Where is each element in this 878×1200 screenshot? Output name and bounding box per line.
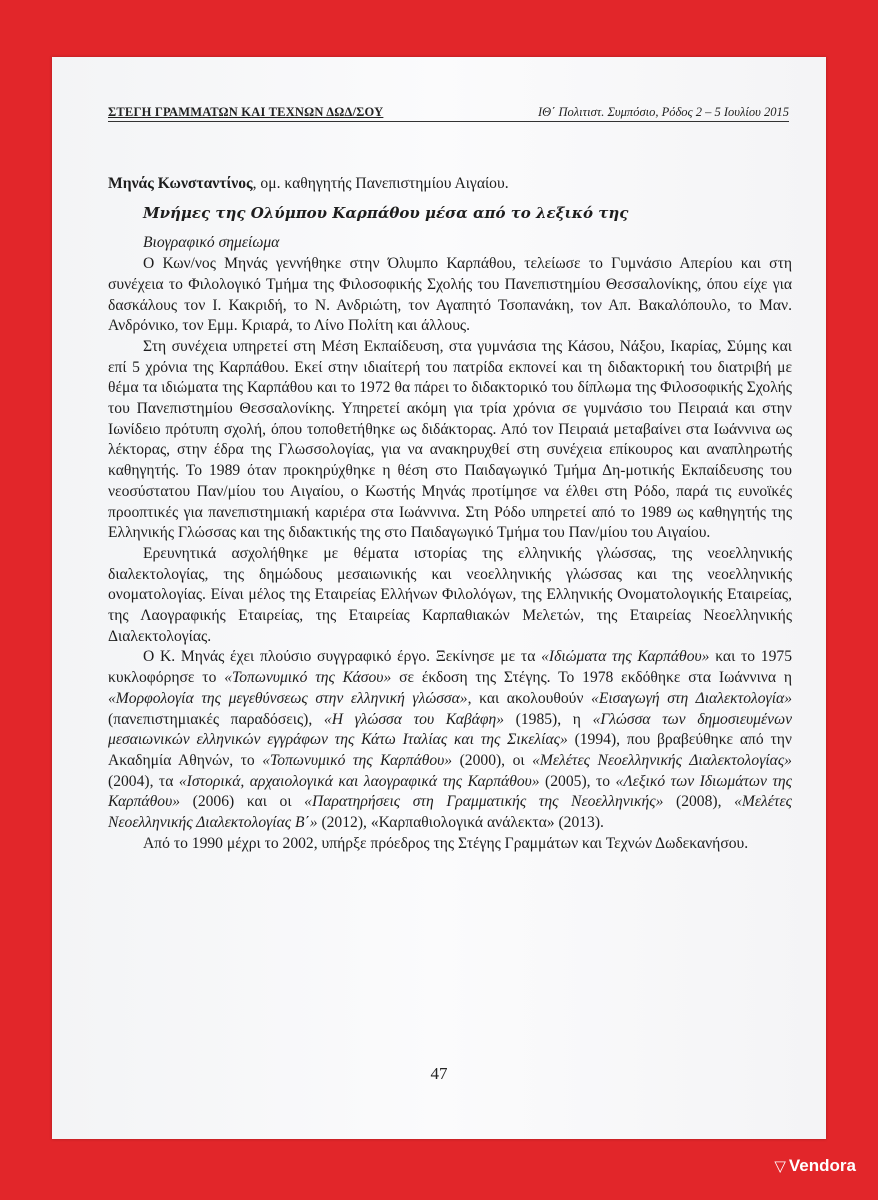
author-name: Μηνάς Κωνσταντίνος [108, 175, 253, 192]
works-text: (2004), τα [108, 772, 179, 790]
works-text: (2008), [663, 793, 735, 811]
works-text: (1985), η [504, 710, 593, 728]
work-title: «Μελέτες Νεοελληνικής Διαλεκτολογίας Β΄» [108, 793, 792, 832]
works-text: , και ακολουθούν [467, 689, 592, 707]
header-publisher: ΣΤΕΓΗ ΓΡΑΜΜΑΤΩΝ ΚΑΙ ΤΕΧΝΩΝ ΔΩΔ/ΣΟΥ [108, 105, 384, 119]
work-title: «Ιστορικά, αρχαιολογικά και λαογραφικά της Καρπάθου» [178, 772, 540, 790]
works-text: (2012), «Καρπαθιολογικά ανάλεκτα» (2013). [317, 814, 604, 832]
paragraph-education: Ο Κων/νος Μηνάς γεννήθηκε στην Όλυμπο Καρπάθου, τελείωσε το Γυμνάσιο Απερίου και στη συνέχεια το Φιλολογικό Τμήμα της Φιλοσοφικής Σχολής του Πανεπιστημίου Θεσσαλονίκης, όπου είχε για δασκάλους τον Ι. Κακριδή, το Ν. Ανδριώτη, τον Αγαπητό Τσοπανάκη, τον Απ. Βακαλόπουλο, το Μαν. Ανδρόνικο, τον Εμμ. Κριαρά, το Λίνο Πολίτη και άλλους. [108, 255, 792, 335]
work-title: «Ιδιώματα της Καρπάθου» [541, 648, 710, 666]
article-body [108, 174, 792, 855]
works-text: και το 1975 κυκλοφόρησε το [108, 648, 792, 687]
paragraph-research: Ερευνητικά ασχολήθηκε με θέματα ιστορίας της ελληνικής γλώσσας, της νεοελληνικής διαλεκτολογίας, της δημώδους μεσαιωνικής και νεοελληνικής γλώσσας και της νεοελληνικής ονοματολογίας. Είναι μέλος της Εταιρείας Ελλήνων Φιλολόγων, της Ελληνικής Ονοματολογικής Εταιρείας, της Λαογραφικής Εταιρείας, της Εταιρείας Καρπαθιακών Μελετών, της Εταιρείας Νεοελληνικής Διαλεκτολογίας. [108, 544, 792, 645]
header-event: ΙΘ΄ Πολιτιστ. Συμπόσιο, Ρόδος 2 – 5 Ιουλίου 2015 [538, 105, 789, 119]
paragraph-career: Στη συνέχεια υπηρετεί στη Μέση Εκπαίδευση, στα γυμνάσια της Κάσου, Νάξου, Ικαρίας, Σύμης και επί 5 χρόνια της Καρπάθου. Εκεί στην ιδιαίτερή του πατρίδα εκπονεί και τη διδακτορική του διατριβή με θέμα τα ιδιώματα της Καρπάθου και το 1972 θα πάρει το διδακτορικό του δίπλωμα της Φιλοσοφικής Σχολής του Πανεπιστημίου Θεσσαλονίκης. Υπηρετεί ακόμη για τρία χρόνια σε γυμνάσιο του Πειραιά και στην Ιωνίδειο πρότυπη σχολή, όπου τοποθετήθηκε ως διδάκτορας. Από τον Πειραιά μεταβαίνει στα Ιωάννινα ως λέκτορας, στην έδρα της Γλωσσολογίας, για να ανακηρυχθεί στη συνέχεια επίκουρος και αναπληρωτής καθηγητής. Το 1989 όταν προκηρύχθηκε η θέση στο Παιδαγωγικό Τμήμα Δη-μοτικής Εκπαίδευσης του νεοσύστατου Παν/μίου του Αιγαίου, ο Κωστής Μηνάς προτίμησε να έλθει στη Ρόδο, παρά τις ευνοϊκές προοπτικές για πανεπιστημιακή καριέρα στα Ιωάννινα. Στη Ρόδο υπηρετεί από το 1989 ως καθηγητής της Ελληνικής Γλώσσας και της διδακτικής της στο Παιδαγωγικό Τμήμα του Παν/μίου του Αιγαίου. [108, 337, 792, 542]
works-text: (2006) και οι [180, 793, 305, 811]
paragraph-works [108, 647, 792, 833]
work-title: «Τοπωνυμικό της Κάσου» [224, 669, 392, 687]
article-title: Μνήμες της Ολύμπου Καρπάθου μέσα από το λεξικό της [143, 203, 629, 222]
work-title: «Μορφολογία της μεγεθύνσεως στην ελληνική γλώσσα» [108, 689, 468, 707]
section-subheading: Βιογραφικό σημείωμα [143, 234, 280, 252]
works-text: σε έκδοση της Στέγης. Το 1978 εκδόθηκε στα Ιωάννινα η [391, 669, 792, 687]
paragraph-presidency: Από το 1990 μέχρι το 2002, υπήρξε πρόεδρος της Στέγης Γραμμάτων και Τεχνών Δωδεκανήσου. [143, 834, 749, 852]
work-title: «Η γλώσσα του Καβάφη» [323, 710, 505, 728]
vendora-logo-icon: ▽ [774, 1158, 786, 1175]
work-title: «Μελέτες Νεοελληνικής Διαλεκτολογίας» [532, 751, 792, 769]
author-line [108, 174, 792, 195]
works-text: (πανεπιστημιακές παραδόσεις), [108, 710, 324, 728]
vendora-watermark [774, 1156, 856, 1176]
works-text: (2005), το [539, 772, 616, 790]
work-title: «Γλώσσα των δημοσιευμένων μεσαιωνικών ελληνικών εγγράφων της Κάτω Ιταλίας και της Σικελίας» [108, 710, 793, 749]
works-text: (2000), οι [452, 751, 533, 769]
author-affiliation: , ομ. καθηγητής Πανεπιστημίου Αιγαίου. [252, 175, 509, 192]
running-header [108, 105, 789, 122]
page-number: 47 [430, 1064, 448, 1083]
work-title: «Λεξικό των Ιδιωμάτων της Καρπάθου» [108, 772, 792, 811]
works-text: Ο Κ. Μηνάς έχει πλούσιο συγγραφικό έργο. Ξεκίνησε με τα [143, 648, 542, 666]
work-title: «Εισαγωγή στη Διαλεκτολογία» [591, 689, 793, 707]
work-title: «Τοπωνυμικό της Καρπάθου» [262, 751, 453, 769]
work-title: «Παρατηρήσεις στη Γραμματικής της Νεοελληνικής» [304, 793, 664, 811]
document-page [52, 57, 826, 1139]
works-text: (1994), που βραβεύθηκε από την Ακαδημία Αθηνών, το [108, 731, 792, 769]
vendora-watermark-text: Vendora [788, 1156, 856, 1175]
